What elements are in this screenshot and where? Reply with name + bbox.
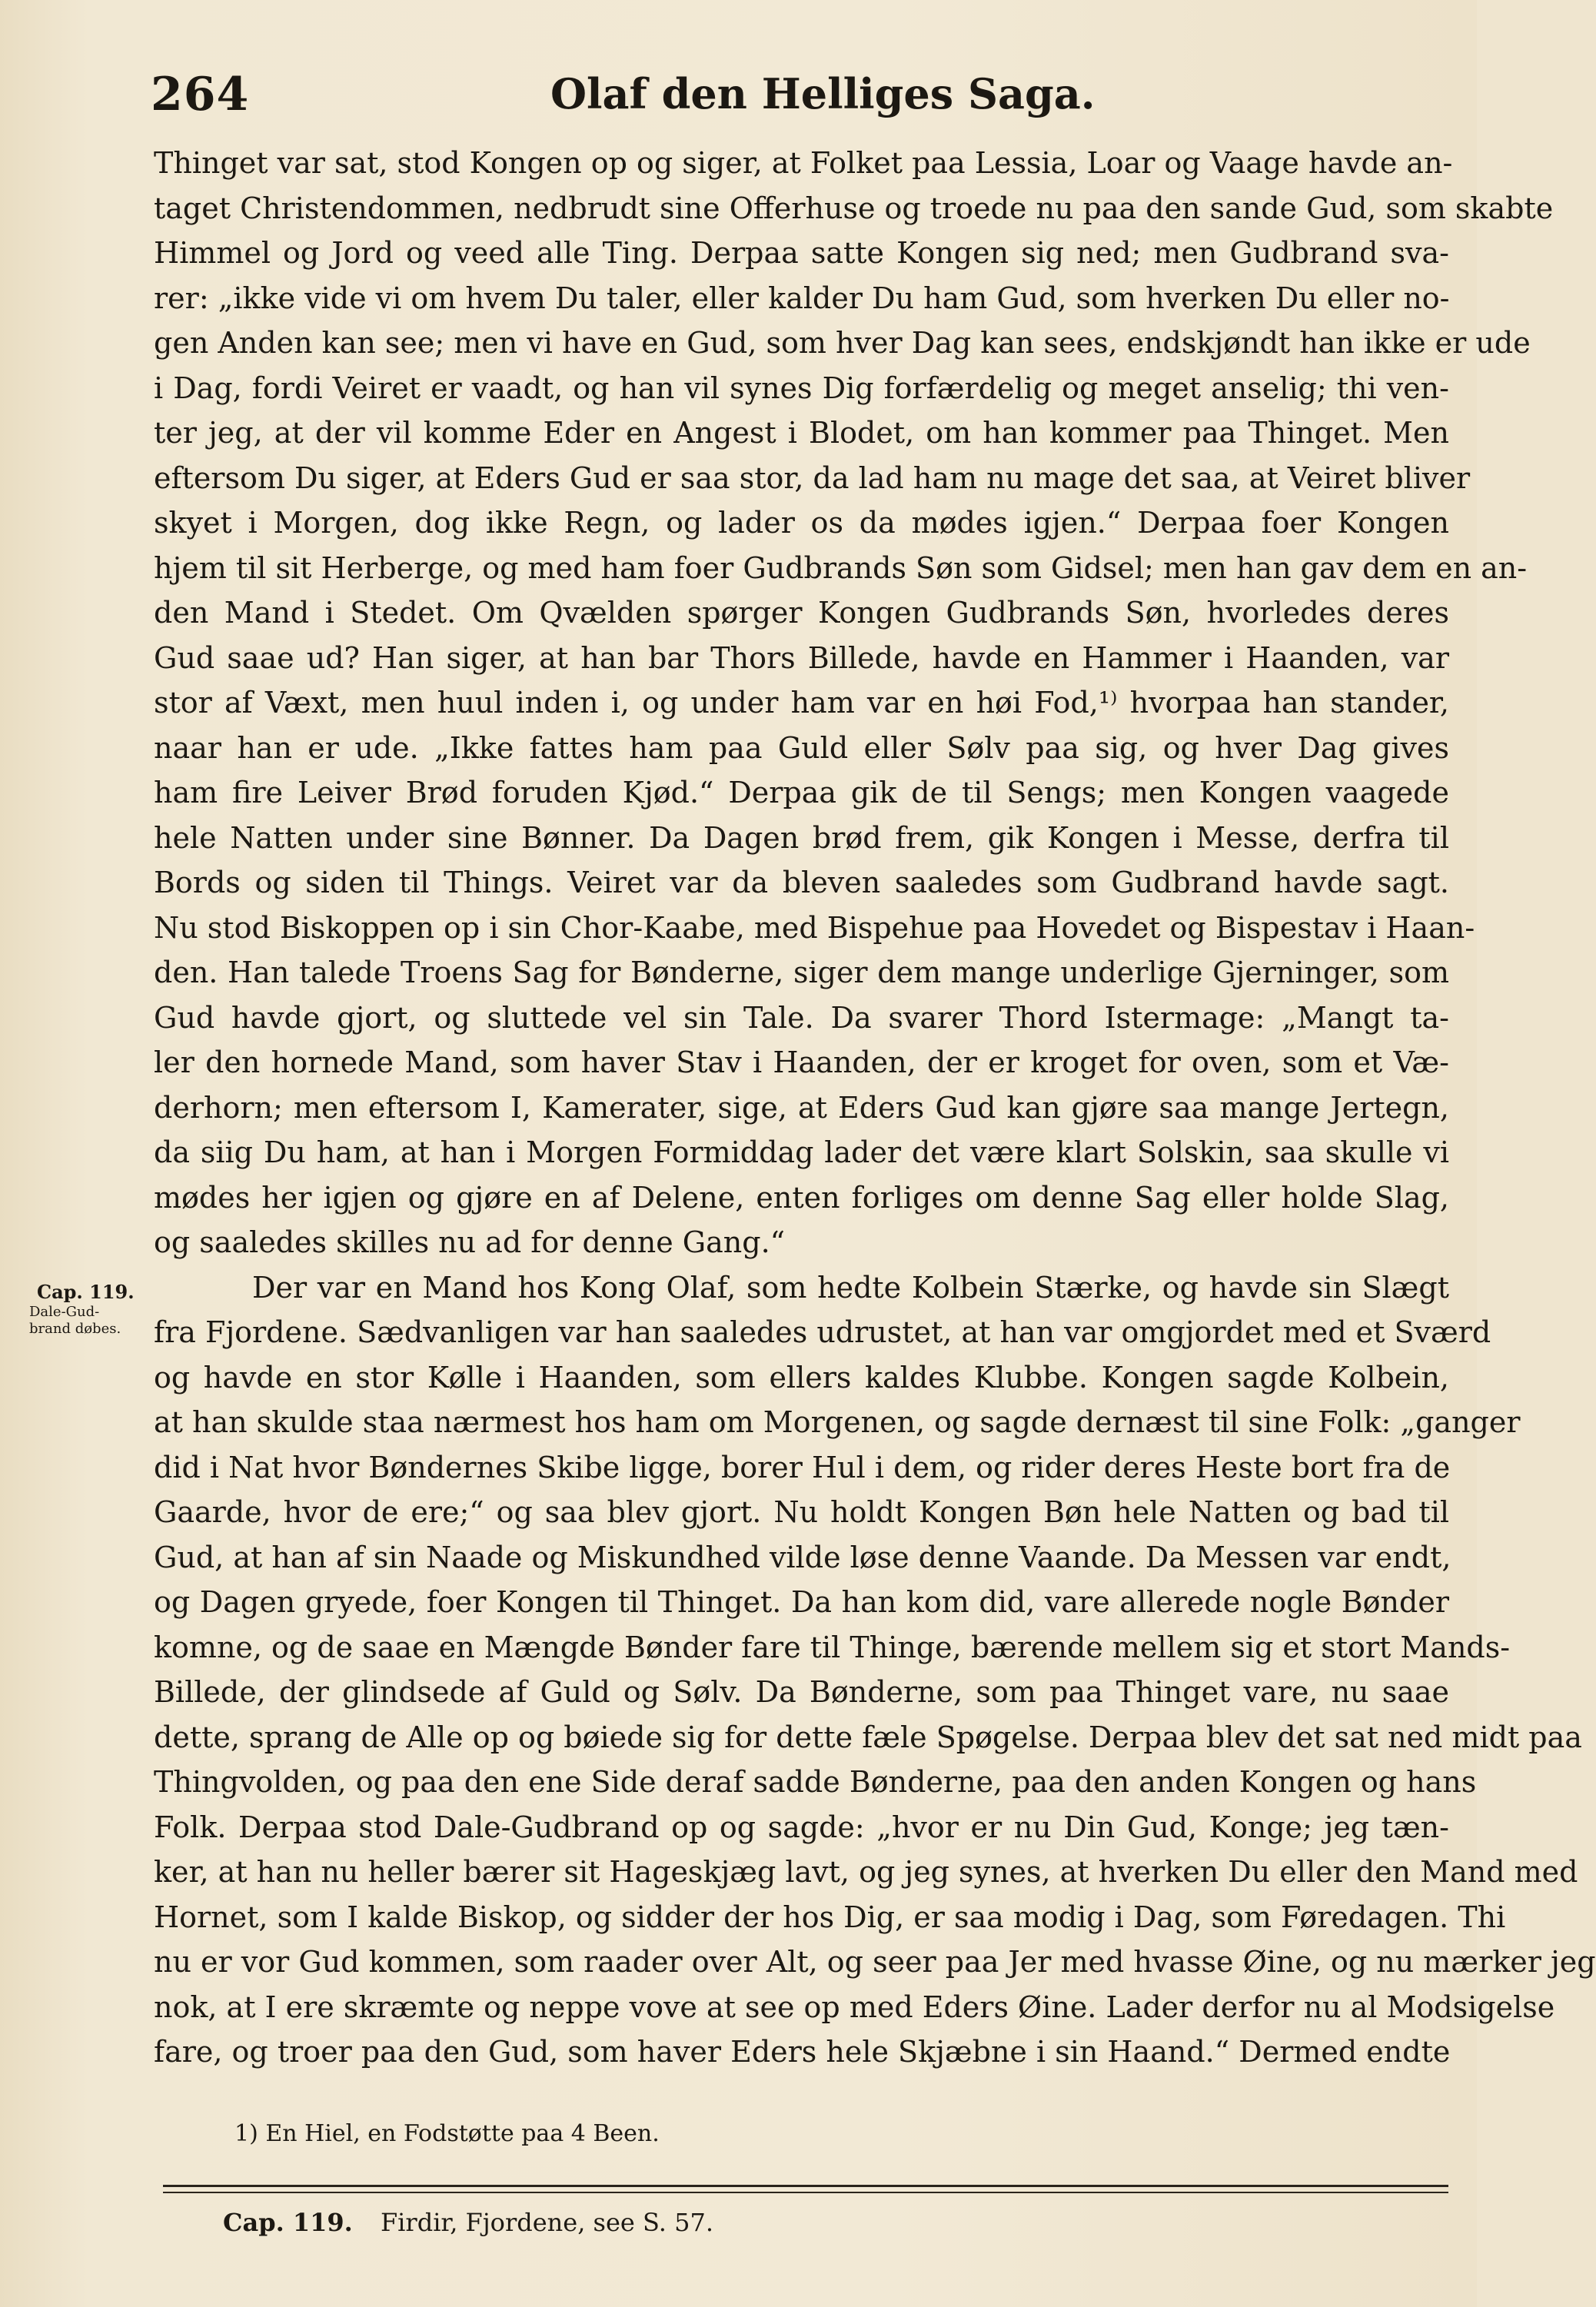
text-line: og havde en stor Kølle i Haanden, som ellers kaldes Klubbe. Kongen sagde Kolbein,	[154, 1360, 1449, 1395]
text-line: hjem til sit Herberge, og med ham foer Gudbrands Søn som Gidsel; men han gav dem en an-	[154, 550, 1528, 585]
text-line: Bords og siden til Things. Veiret var da bleven saaledes som Gudbrand havde sagt.	[154, 866, 1449, 899]
text-line: ler den hornede Mand, som haver Stav i Haanden, der er kroget for oven, som et Væ-	[154, 1045, 1449, 1079]
text-line: fra Fjordene. Sædvanligen var han saaledes udrustet, at han var omgjordet med et Sværd	[154, 1315, 1491, 1349]
text-line: taget Christendommen, nedbrudt sine Offerhuse og troede nu paa den sande Gud, som skabte	[154, 191, 1554, 225]
text-line: ker, at han nu heller bærer sit Hageskjæg lavt, og jeg synes, at hverken Du eller den Mand med	[154, 1855, 1578, 1889]
text-line: ham fire Leiver Brød foruden Kjød.“ Derpaa gik de til Sengs; men Kongen vaagede	[154, 776, 1449, 809]
text-line: i Dag, fordi Veiret er vaadt, og han vil synes Dig forfærdelig og meget anselig; thi ven-	[154, 371, 1449, 405]
text-line: komne, og de saae en Mængde Bønder fare til Thinge, bærende mellem sig et stort Mands-	[154, 1630, 1511, 1664]
text-line: derhorn; men eftersom I, Kamerater, sige, at Eders Gud kan gjøre saa mange Jertegn,	[154, 1090, 1449, 1125]
body-text	[154, 141, 1596, 2075]
text-line: fare, og troer paa den Gud, som haver Eders hele Skjæbne i sin Haand.“ Dermed endte	[154, 2035, 1451, 2069]
text-line: naar han er ude. „Ikke fattes ham paa Guld eller Sølv paa sig, og hver Dag gives	[154, 730, 1449, 765]
text-line: nok, at I ere skræmte og neppe vove at see op med Eders Øine. Lader derfor nu al Modsigelse	[154, 1990, 1555, 2024]
margin-note	[23, 1281, 154, 1338]
text-line: den. Han talede Troens Sag for Bønderne, siger dem mange underlige Gjerninger, som	[154, 956, 1449, 989]
bottom-note-label: Cap. 119.	[223, 2208, 353, 2237]
text-line: rer: „ikke vide vi om hvem Du taler, eller kalder Du ham Gud, som hverken Du eller no-	[154, 281, 1450, 315]
text-line: Thingvolden, og paa den ene Side deraf sadde Bønderne, paa den anden Kongen og hans	[154, 1765, 1477, 1799]
text-line: Gud havde gjort, og sluttede vel sin Tale. Da svarer Thord Istermage: „Mangt ta-	[154, 1000, 1449, 1035]
text-line: nu er vor Gud kommen, som raader over Alt, og seer paa Jer med hvasse Øine, og nu mærker jeg	[154, 1945, 1596, 1979]
text-line: Folk. Derpaa stod Dale-Gudbrand op og sagde: „hvor er nu Din Gud, Konge; jeg tæn-	[154, 1810, 1449, 1844]
text-line: stor af Væxt, men huul inden i, og under ham var en høi Fod,¹⁾ hvorpaa han stander,	[154, 686, 1449, 720]
text-line: ter jeg, at der vil komme Eder en Angest i Blodet, om han kommer paa Thinget. Men	[154, 416, 1449, 450]
text-line: Gud saae ud? Han siger, at han bar Thors Billede, havde en Hammer i Haanden, var	[154, 640, 1449, 675]
footer-rule	[163, 2185, 1448, 2187]
text-line: Gaarde, hvor de ere;“ og saa blev gjort. Nu holdt Kongen Bøn hele Natten og bad til	[154, 1495, 1449, 1529]
text-line: gen Anden kan see; men vi have en Gud, som hver Dag kan sees, endskjøndt han ikke er ude	[154, 326, 1531, 360]
text-line: Thinget var sat, stod Kongen op og siger, at Folket paa Lessia, Loar og Vaage havde an-	[154, 146, 1453, 180]
text-line: Hornet, som I kalde Biskop, og sidder der hos Dig, er saa modig i Dag, som Føredagen. Thi	[154, 1900, 1506, 1934]
footnote: 1) En Hiel, en Fodstøtte paa 4 Been.	[234, 2120, 660, 2147]
bottom-note	[223, 2208, 713, 2237]
margin-note-line: Dale-Gud-	[29, 1304, 100, 1320]
text-line: og saaledes skilles nu ad for denne Gang.“	[154, 1225, 786, 1259]
margin-chapter-label: Cap. 119.	[37, 1281, 135, 1303]
text-line: did i Nat hvor Bøndernes Skibe ligge, borer Hul i dem, og rider deres Heste bort fra de	[154, 1450, 1451, 1484]
text-line: og Dagen gryede, foer Kongen til Thinget. Da han kom did, vare allerede nogle Bønder	[154, 1585, 1449, 1619]
text-line: Gud, at han af sin Naade og Miskundhed vilde løse denne Vaande. Da Messen var endt,	[154, 1540, 1451, 1574]
running-title: Olaf den Helliges Saga.	[550, 69, 1096, 118]
text-line: Der var en Mand hos Kong Olaf, som hedte Kolbein Stærke, og havde sin Slægt	[252, 1270, 1449, 1305]
text-line: Nu stod Biskoppen op i sin Chor-Kaabe, med Bispehue paa Hovedet og Bispestav i Haan-	[154, 910, 1475, 945]
bottom-note-text: Firdir, Fjordene, see S. 57.	[380, 2208, 714, 2237]
text-line: Himmel og Jord og veed alle Ting. Derpaa satte Kongen sig ned; men Gudbrand sva-	[154, 236, 1449, 270]
text-line: dette, sprang de Alle op og bøiede sig for dette fæle Spøgelse. Derpaa blev det sat ned midt paa	[154, 1720, 1582, 1754]
text-line: skyet i Morgen, dog ikke Regn, og lader os da mødes igjen.“ Derpaa foer Kongen	[154, 506, 1449, 540]
text-line: Billede, der glindsede af Guld og Sølv. Da Bønderne, som paa Thinget vare, nu saae	[154, 1675, 1449, 1709]
text-line: eftersom Du siger, at Eders Gud er saa stor, da lad ham nu mage det saa, at Veiret bliver	[154, 460, 1471, 495]
text-line: hele Natten under sine Bønner. Da Dagen brød frem, gik Kongen i Messe, derfra til	[154, 820, 1449, 855]
text-line: mødes her igjen og gjøre en af Delene, enten forliges om denne Sag eller holde Slag,	[154, 1180, 1449, 1215]
text-line: da siig Du ham, at han i Morgen Formiddag lader det være klart Solskin, saa skulle vi	[154, 1135, 1449, 1169]
page-number: 264	[151, 68, 250, 121]
footer-rule	[163, 2192, 1448, 2193]
page-header	[151, 68, 1450, 129]
text-line: at han skulde staa nærmest hos ham om Morgenen, og sagde dernæst til sine Folk: „ganger	[154, 1405, 1521, 1439]
margin-note-line: brand døbes.	[29, 1321, 121, 1337]
text-line: den Mand i Stedet. Om Qvælden spørger Kongen Gudbrands Søn, hvorledes deres	[154, 596, 1449, 630]
